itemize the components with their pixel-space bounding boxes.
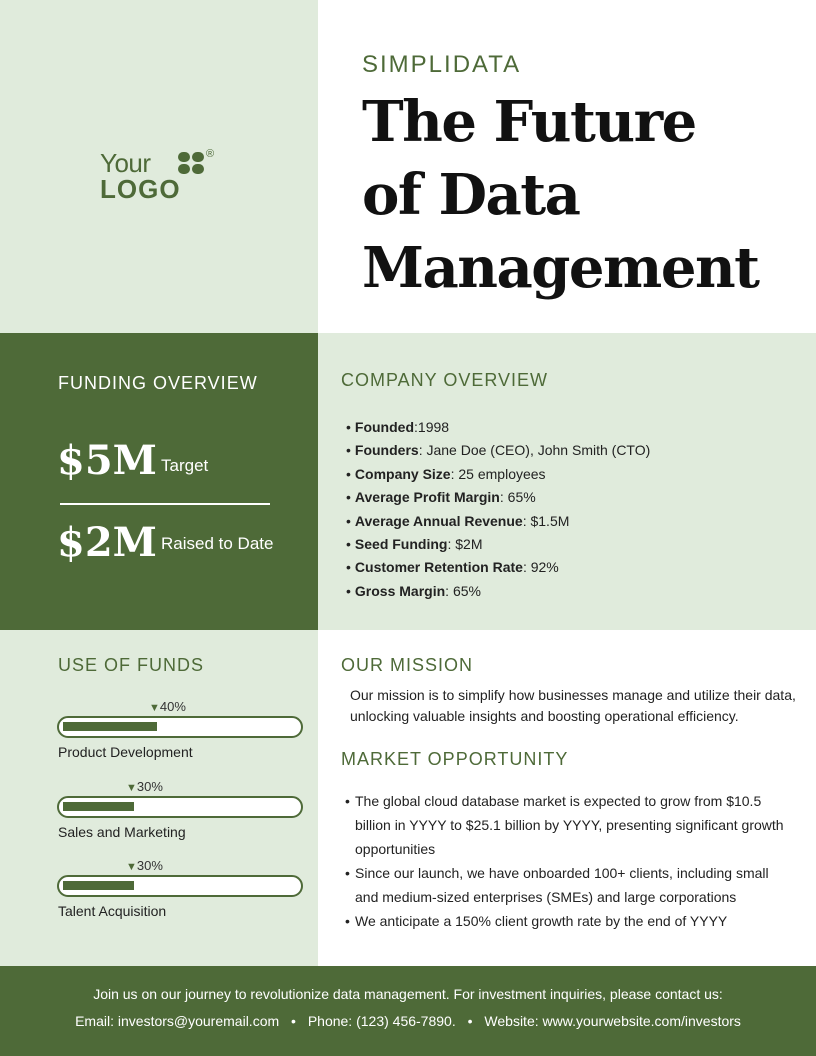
- progress-fill: [63, 802, 134, 811]
- progress-bar: [57, 875, 303, 897]
- our-mission-heading: OUR MISSION: [341, 655, 474, 675]
- list-item: • Founded:1998: [346, 419, 450, 435]
- footer: [0, 966, 816, 1056]
- company-facts-list: [346, 416, 650, 603]
- raised-label: Raised to Date: [161, 534, 274, 553]
- separator: •: [291, 1013, 296, 1029]
- contact-phone[interactable]: Phone: (123) 456-7890.: [307, 1013, 456, 1029]
- list-item: • Customer Retention Rate: 92%: [346, 559, 559, 576]
- company-logo: [100, 148, 215, 204]
- logo-text-logo: LOGO: [100, 174, 181, 204]
- triangle-down-icon: ▼: [126, 782, 137, 794]
- mission-section: [318, 630, 816, 966]
- list-item: • Average Profit Margin: 65%: [346, 489, 536, 506]
- fund-label: Sales and Marketing: [58, 824, 186, 840]
- fund-percent: ▼40%: [149, 699, 186, 714]
- target-amount: $5M: [57, 437, 157, 484]
- footer-invitation: Join us on our journey to revolutionize data management. For investment inquiries, please contact us:: [93, 986, 723, 1002]
- list-item: • We anticipate a 150% client growth rate by the end of YYYY: [345, 913, 728, 929]
- company-overview-heading: COMPANY OVERVIEW: [341, 370, 549, 390]
- funding-overview-heading: FUNDING OVERVIEW: [58, 373, 258, 393]
- progress-fill: [63, 722, 157, 731]
- fund-percent: ▼30%: [126, 858, 163, 873]
- funding-divider: [60, 503, 270, 505]
- separator: •: [467, 1013, 473, 1029]
- raised-amount: $2M: [57, 519, 157, 566]
- triangle-down-icon: ▼: [149, 702, 160, 714]
- list-item: • Average Annual Revenue: $1.5M: [346, 512, 570, 529]
- target-label: Target: [161, 456, 209, 475]
- progress-fill: [63, 881, 134, 890]
- four-leaf-logo-icon: [177, 151, 205, 175]
- brand-name: SIMPLIDATA: [362, 51, 522, 78]
- fund-percent: ▼30%: [126, 779, 163, 794]
- company-overview-section: [318, 333, 816, 630]
- list-item: • Company Size: 25 employees: [346, 465, 546, 482]
- logo-panel: [0, 0, 318, 333]
- fund-label: Product Development: [58, 744, 193, 760]
- list-item: • Since our launch, we have onboarded 100+ clients, including small and medium-sized enterprises (SMEs) and large corporations: [345, 865, 769, 905]
- footer-contacts: [0, 1013, 816, 1029]
- funding-overview-section: [0, 333, 318, 630]
- fund-label: Talent Acquisition: [58, 903, 167, 919]
- title-line: The Future: [362, 89, 696, 155]
- use-of-funds-heading: USE OF FUNDS: [58, 655, 205, 675]
- list-item: • Gross Margin: 65%: [346, 582, 481, 599]
- mission-text: Our mission is to simplify how businesses manage and utilize their data, unlocking valuable insights and boosting operational efficiency.: [350, 687, 796, 724]
- progress-bar: [57, 796, 303, 818]
- registered-mark: ®: [206, 148, 215, 160]
- list-item: • Founders: Jane Doe (CEO), John Smith (CTO): [346, 442, 651, 459]
- list-item: • Seed Funding: $2M: [346, 536, 483, 553]
- hero-panel: [318, 0, 816, 333]
- market-points-list: [345, 789, 795, 933]
- progress-bar: [57, 716, 303, 738]
- list-item: • The global cloud database market is expected to grow from $10.5 billion in YYYY to $25.1 billion by YYYY, presenting significant growth opportunities: [345, 793, 784, 857]
- title-line: Management: [362, 235, 759, 301]
- page-title: [362, 86, 759, 305]
- market-opportunity-heading: MARKET OPPORTUNITY: [341, 749, 569, 769]
- triangle-down-icon: ▼: [126, 861, 137, 873]
- use-of-funds-section: [0, 630, 318, 966]
- title-line: of Data: [362, 162, 580, 228]
- contact-email[interactable]: Email: investors@youremail.com: [75, 1013, 280, 1029]
- contact-website[interactable]: Website: www.yourwebsite.com/investors: [484, 1013, 741, 1029]
- logo-text-your: Your: [100, 148, 151, 178]
